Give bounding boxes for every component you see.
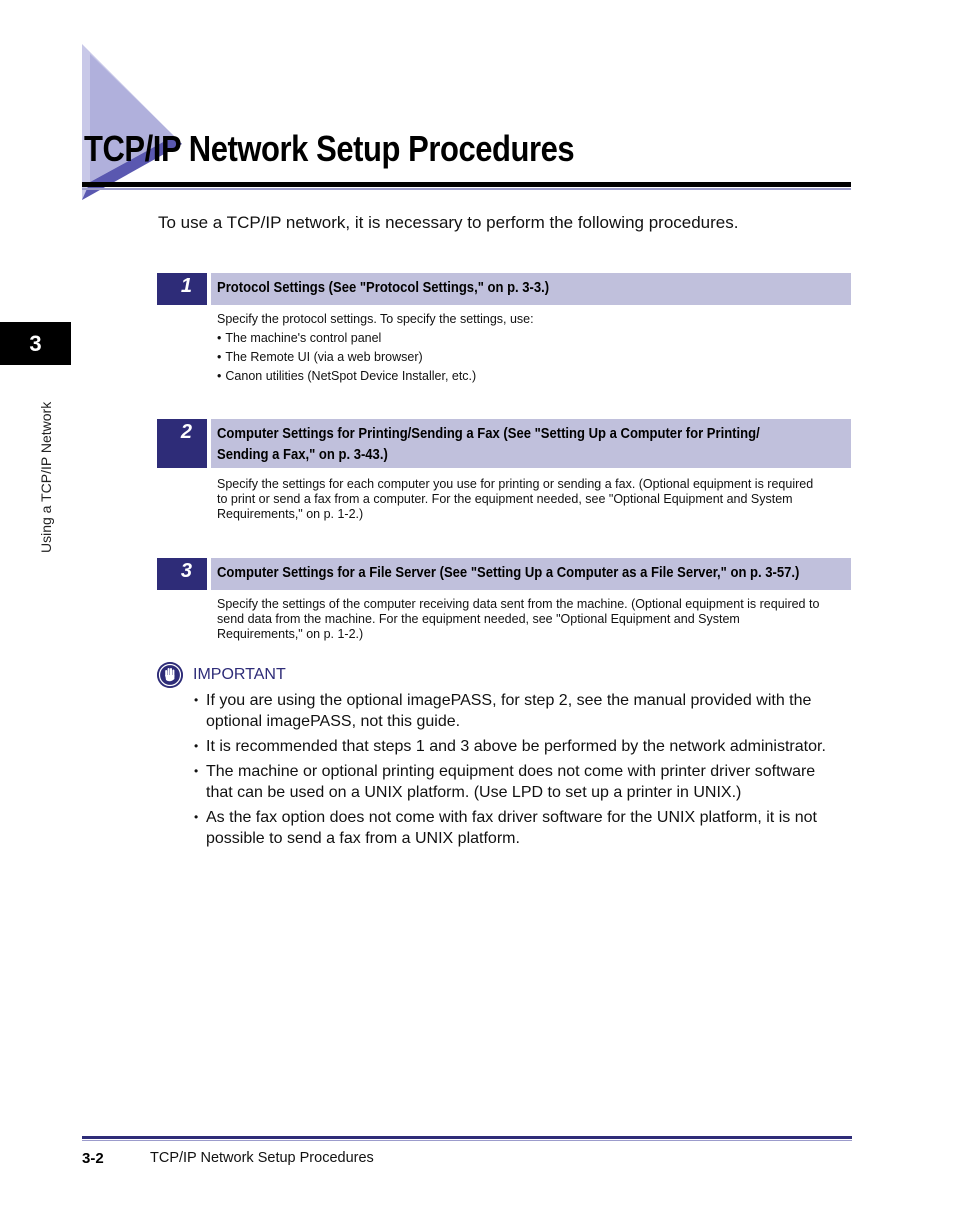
hand-stop-icon bbox=[157, 662, 183, 688]
step-3-title-line: Computer Settings for a File Server (See "Setting Up a Computer as a File Server," on p. 3-57.) bbox=[217, 565, 800, 581]
page-title: TCP/IP Network Setup Procedures bbox=[84, 128, 575, 169]
important-2-line-1: It is recommended that steps 1 and 3 above be performed by the network administrator. bbox=[206, 738, 826, 755]
page-number: 3-2 bbox=[82, 1150, 104, 1167]
list-item bbox=[194, 807, 854, 849]
step-2-title-line-2: Sending a Fax," on p. 3-43.) bbox=[217, 447, 388, 463]
step-1-number: 1 bbox=[157, 273, 207, 305]
step-3-text-line-2: send data from the machine. For the equipment needed, see "Optional Equipment and System bbox=[217, 612, 740, 626]
step-2-title-line-1: Computer Settings for Printing/Sending a Fax (See "Setting Up a Computer for Printing/ bbox=[217, 426, 760, 442]
step-3-body bbox=[217, 597, 857, 642]
step-2-number: 2 bbox=[157, 419, 207, 468]
important-4-line-2: possible to send a fax from a UNIX platform. bbox=[206, 830, 520, 847]
list-item bbox=[194, 761, 854, 803]
list-item bbox=[194, 690, 854, 732]
step-1-bullet-list bbox=[217, 331, 857, 384]
important-list bbox=[194, 690, 854, 853]
step-2-text-line-2: to print or send a fax from a computer. For the equipment needed, see "Optional Equipment and System bbox=[217, 492, 793, 506]
step-2-text-line-3: Requirements," on p. 1-2.) bbox=[217, 507, 364, 521]
step-1-title-line: Protocol Settings (See "Protocol Settings," on p. 3-3.) bbox=[217, 280, 550, 296]
footer-rule bbox=[82, 1136, 852, 1139]
important-4-line-1: As the fax option does not come with fax driver software for the UNIX platform, it is not bbox=[206, 809, 817, 826]
list-item: • The machine's control panel bbox=[217, 331, 857, 346]
footer-rule-accent bbox=[82, 1140, 852, 1141]
step-1-text: Specify the protocol settings. To specify the settings, use: bbox=[217, 312, 534, 326]
title-rule-accent bbox=[82, 188, 851, 190]
footer-title: TCP/IP Network Setup Procedures bbox=[150, 1150, 374, 1166]
step-3-title bbox=[211, 558, 851, 590]
chapter-side-label: Using a TCP/IP Network bbox=[38, 401, 54, 553]
important-1-line-2: optional imagePASS, not this guide. bbox=[206, 713, 461, 730]
list-item: • The Remote UI (via a web browser) bbox=[217, 350, 857, 365]
step-3-text-line-3: Requirements," on p. 1-2.) bbox=[217, 627, 364, 641]
important-3-line-2: that can be used on a UNIX platform. (Use LPD to set up a printer in UNIX.) bbox=[206, 784, 742, 801]
title-decoration-triangle bbox=[82, 44, 182, 200]
step-2-text-line-1: Specify the settings for each computer you use for printing or sending a fax. (Optional equipment is required bbox=[217, 477, 814, 491]
chapter-tab[interactable]: 3 bbox=[0, 322, 71, 365]
step-1-title bbox=[211, 273, 851, 305]
important-label: IMPORTANT bbox=[193, 666, 286, 683]
step-2-title bbox=[211, 419, 851, 468]
step-3-text-line-1: Specify the settings of the computer receiving data sent from the machine. (Optional equipment is required to bbox=[217, 597, 820, 611]
list-item: • Canon utilities (NetSpot Device Installer, etc.) bbox=[217, 369, 857, 384]
step-3-number: 3 bbox=[157, 558, 207, 590]
important-3-line-1: The machine or optional printing equipment does not come with printer driver software bbox=[206, 763, 816, 780]
list-item bbox=[194, 736, 854, 757]
title-rule bbox=[82, 182, 851, 187]
intro-text: To use a TCP/IP network, it is necessary to perform the following procedures. bbox=[158, 213, 739, 232]
step-2-body bbox=[217, 477, 857, 522]
important-1-line-1: If you are using the optional imagePASS, for step 2, see the manual provided with the bbox=[206, 692, 812, 709]
step-1-body bbox=[217, 312, 857, 388]
